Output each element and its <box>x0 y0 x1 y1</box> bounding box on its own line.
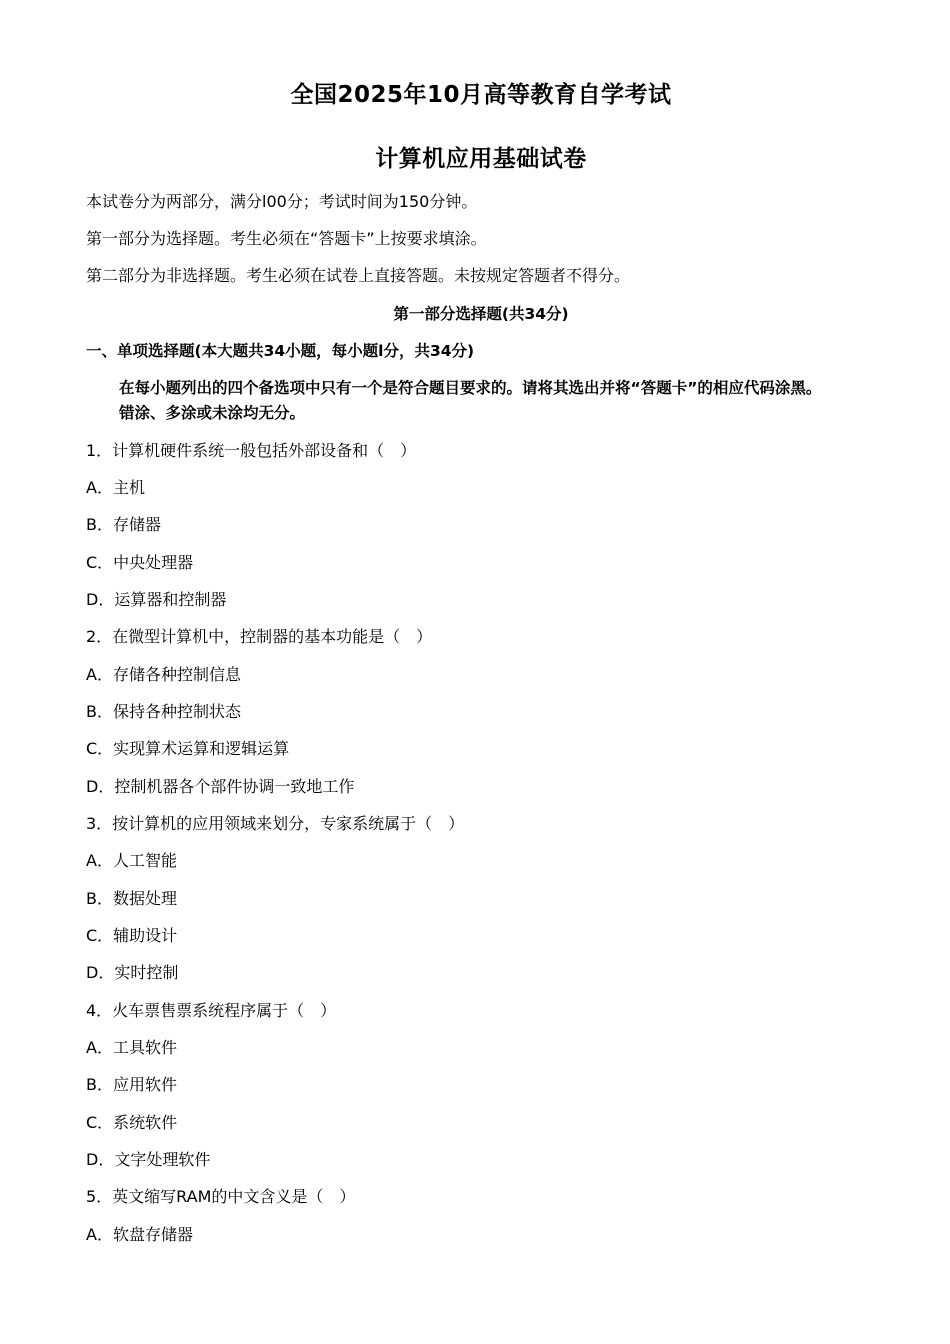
question-option: B．存储器 <box>86 515 161 534</box>
question-option: A．软盘存储器 <box>86 1225 193 1244</box>
question-option: B．应用软件 <box>86 1075 177 1094</box>
question-option: B．保持各种控制状态 <box>86 702 241 721</box>
question-option: C．辅助设计 <box>86 926 178 945</box>
question-option: D．实时控制 <box>86 963 179 982</box>
question-option: D．运算器和控制器 <box>86 590 227 609</box>
question-option: C．系统软件 <box>86 1113 178 1132</box>
question-option: A．人工智能 <box>86 851 177 870</box>
question-stem: 4．火车票售票系统程序属于（ ） <box>86 1001 337 1020</box>
question-option: A．存储各种控制信息 <box>86 665 241 684</box>
question-option: C．实现算术运算和逻辑运算 <box>86 739 290 758</box>
question-option: A．工具软件 <box>86 1038 177 1057</box>
question-option: A．主机 <box>86 478 145 497</box>
question-stem: 2．在微型计算机中，控制器的基本功能是（ ） <box>86 627 433 646</box>
question-stem: 3．按计算机的应用领域来划分，专家系统属于（ ） <box>86 814 465 833</box>
question-option: B．数据处理 <box>86 889 177 908</box>
section-title: 一、单项选择题(本大题共34小题，每小题l分，共34分) <box>86 342 475 360</box>
question-option: C．中央处理器 <box>86 553 194 572</box>
instruction-line: 在每小题列出的四个备选项中只有一个是符合题目要求的。请将其选出并将“答题卡”的相应代码涂黑。 <box>119 379 822 397</box>
exam-title: 全国2025年10月高等教育自学考试 <box>290 82 672 108</box>
section-instruction <box>119 376 909 426</box>
part-heading: 第一部分选择题(共34分) <box>393 305 569 323</box>
intro-line: 第二部分为非选择题。考生必须在试卷上直接答题。未按规定答题者不得分。 <box>86 266 631 285</box>
question-stem: 1．计算机硬件系统一般包括外部设备和（ ） <box>86 441 417 460</box>
exam-subtitle: 计算机应用基础试卷 <box>375 146 587 172</box>
question-stem: 5．英文缩写RAM的中文含义是（ ） <box>86 1187 356 1206</box>
instruction-line: 错涂、多涂或未涂均无分。 <box>119 404 306 422</box>
intro-line: 本试卷分为两部分，满分l00分；考试时间为150分钟。 <box>86 192 478 211</box>
question-option: D．控制机器各个部件协调一致地工作 <box>86 777 355 796</box>
question-option: D．文字处理软件 <box>86 1150 211 1169</box>
intro-line: 第一部分为选择题。考生必须在“答题卡”上按要求填涂。 <box>86 229 487 248</box>
